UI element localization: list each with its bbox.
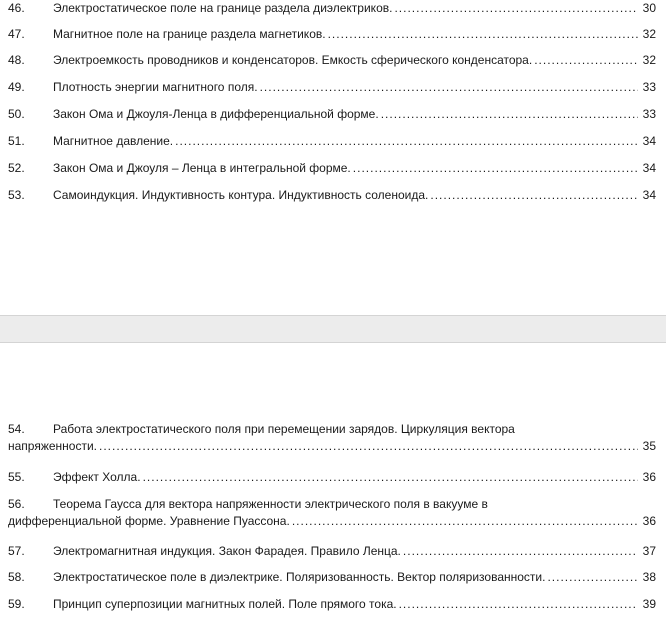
entry-title-line1: Теорема Гаусса для вектора напряженности электрического поля в вакууме в [53, 497, 488, 511]
page-break-gap [0, 315, 666, 343]
dot-leader [175, 133, 638, 150]
entry-number: 50. [8, 107, 25, 121]
entry-number: 56. [8, 497, 25, 511]
entry-page-number: 36 [642, 514, 656, 528]
toc-entry-53[interactable] [0, 187, 666, 204]
entry-title: Магнитное поле на границе раздела магнетиков. [53, 27, 326, 41]
toc-entry-57[interactable] [0, 543, 666, 560]
dot-leader [99, 438, 638, 455]
entry-number: 51. [8, 134, 25, 148]
entry-number: 47. [8, 27, 25, 41]
entry-title-line2: напряженности. [8, 439, 97, 453]
toc-entry-58[interactable] [0, 569, 666, 586]
dot-leader [381, 106, 638, 123]
toc-entry-46[interactable] [0, 0, 666, 17]
entry-page-number: 37 [642, 544, 656, 558]
entry-page-number: 36 [642, 470, 656, 484]
toc-entry-54[interactable] [0, 421, 666, 455]
dot-leader [430, 187, 638, 204]
dot-leader [394, 0, 638, 17]
entry-page-number: 30 [642, 1, 656, 15]
toc-entry-49[interactable] [0, 79, 666, 96]
entry-page-number: 35 [642, 439, 656, 453]
toc-entry-48[interactable] [0, 52, 666, 69]
entry-title-line1: Работа электростатического поля при перемещении зарядов. Циркуляция вектора [53, 422, 515, 436]
entry-page-number: 33 [642, 80, 656, 94]
entry-title: Плотность энергии магнитного поля. [53, 80, 258, 94]
dot-leader [292, 513, 638, 530]
entry-title: Закон Ома и Джоуля – Ленца в интегральной форме. [53, 161, 351, 175]
entry-page-number: 38 [642, 570, 656, 584]
dot-leader [399, 596, 638, 613]
entry-page-number: 39 [642, 597, 656, 611]
entry-number: 53. [8, 188, 25, 202]
dot-leader [403, 543, 638, 560]
toc-entry-59[interactable] [0, 596, 666, 613]
entry-title: Принцип суперпозиции магнитных полей. Поле прямого тока. [53, 597, 397, 611]
dot-leader [143, 469, 638, 486]
entry-page-number: 33 [642, 107, 656, 121]
dot-leader [547, 569, 638, 586]
entry-page-number: 34 [642, 188, 656, 202]
entry-title: Эффект Холла. [53, 470, 141, 484]
entry-page-number: 34 [642, 161, 656, 175]
toc-entry-51[interactable] [0, 133, 666, 150]
toc-entry-55[interactable] [0, 469, 666, 486]
entry-page-number: 34 [642, 134, 656, 148]
dot-leader [260, 79, 638, 96]
entry-number: 57. [8, 544, 25, 558]
entry-title: Закон Ома и Джоуля-Ленца в дифференциальной форме. [53, 107, 379, 121]
dot-leader [534, 52, 638, 69]
entry-title: Электростатическое поле в диэлектрике. Поляризованность. Вектор поляризованности. [53, 570, 546, 584]
toc-entry-50[interactable] [0, 106, 666, 123]
entry-number: 52. [8, 161, 25, 175]
document-page-bottom [0, 343, 666, 619]
entry-number: 48. [8, 53, 25, 67]
entry-page-number: 32 [642, 27, 656, 41]
entry-number: 54. [8, 422, 25, 436]
entry-page-number: 32 [642, 53, 656, 67]
toc-entry-52[interactable] [0, 160, 666, 177]
entry-title: Электромагнитная индукция. Закон Фарадея. Правило Ленца. [53, 544, 401, 558]
toc-entry-56[interactable] [0, 496, 666, 530]
entry-number: 49. [8, 80, 25, 94]
entry-title: Самоиндукция. Индуктивность контура. Индуктивность соленоида. [53, 188, 429, 202]
toc-entry-47[interactable] [0, 26, 666, 43]
entry-number: 59. [8, 597, 25, 611]
entry-title: Магнитное давление. [53, 134, 174, 148]
entry-number: 55. [8, 470, 25, 484]
entry-title: Электростатическое поле на границе раздела диэлектриков. [53, 1, 393, 15]
entry-title-line2: дифференциальной форме. Уравнение Пуассона. [8, 514, 290, 528]
entry-title: Электроемкость проводников и конденсаторов. Емкость сферического конденсатора. [53, 53, 533, 67]
dot-leader [328, 26, 638, 43]
entry-number: 46. [8, 1, 25, 15]
dot-leader [353, 160, 638, 177]
entry-number: 58. [8, 570, 25, 584]
